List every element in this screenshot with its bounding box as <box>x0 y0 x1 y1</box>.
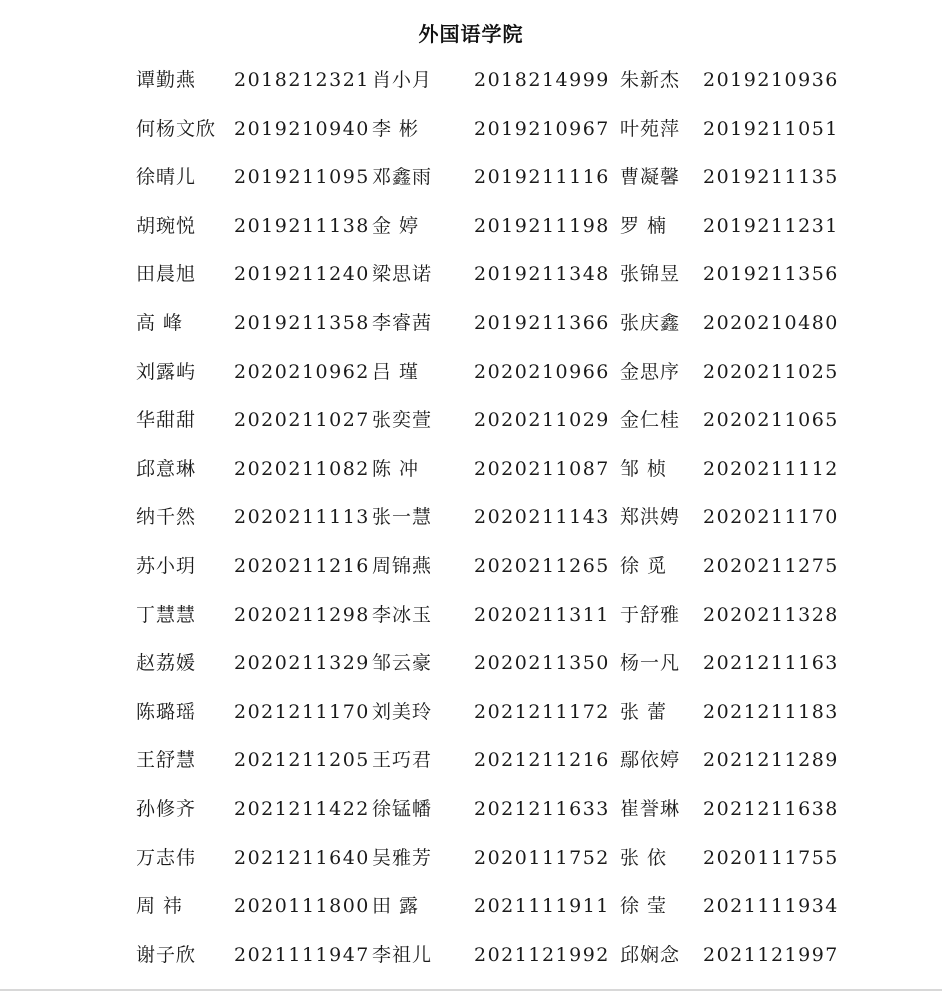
student-name: 周 祎 <box>136 895 184 918</box>
student-name: 谭勤燕 <box>136 69 197 91</box>
student-name: 李冰玉 <box>372 603 433 626</box>
student-id: 2021211172 <box>474 700 610 723</box>
roster-row <box>0 840 942 889</box>
student-id: 2019211138 <box>234 214 370 237</box>
student-name: 张奕萱 <box>372 409 433 432</box>
student-id: 2021211633 <box>474 797 610 820</box>
roster-row <box>0 354 942 403</box>
student-id: 2020211113 <box>234 506 370 529</box>
student-name: 刘美玲 <box>372 700 433 723</box>
roster-row <box>0 888 942 937</box>
student-name: 鄢依婷 <box>620 749 681 772</box>
student-id: 2020210966 <box>474 360 610 383</box>
student-id: 2021211170 <box>234 700 370 723</box>
student-name: 胡琬悦 <box>136 214 197 237</box>
student-name: 孙修齐 <box>136 797 197 820</box>
student-name: 李祖儿 <box>372 943 433 966</box>
student-name: 张庆鑫 <box>620 311 681 334</box>
student-name: 朱新杰 <box>620 69 681 91</box>
student-id: 2021211638 <box>703 797 839 820</box>
student-id: 2018214999 <box>474 69 610 91</box>
student-name: 邹 桢 <box>620 457 668 480</box>
student-id: 2020111800 <box>234 895 370 918</box>
student-id: 2020211216 <box>234 554 370 577</box>
student-name: 王巧君 <box>372 749 433 772</box>
student-id: 2021211163 <box>703 652 839 675</box>
student-name: 邓鑫雨 <box>372 166 433 189</box>
roster-row <box>0 208 942 257</box>
roster-row <box>0 62 942 111</box>
roster-row <box>0 305 942 354</box>
student-id: 2019211095 <box>234 166 370 189</box>
student-id: 2019210936 <box>703 69 839 91</box>
student-name: 徐晴儿 <box>136 166 197 189</box>
student-name: 田晨旭 <box>136 263 197 286</box>
roster-row <box>0 111 942 160</box>
roster-row <box>0 451 942 500</box>
roster-row <box>0 742 942 791</box>
student-name: 张 蕾 <box>620 700 668 723</box>
student-name: 张锦昱 <box>620 263 681 286</box>
student-id: 2021211289 <box>703 749 839 772</box>
student-id: 2020211311 <box>474 603 610 626</box>
student-id: 2021211205 <box>234 749 370 772</box>
student-id: 2020210962 <box>234 360 370 383</box>
student-name: 丁慧慧 <box>136 603 197 626</box>
student-id: 2020211170 <box>703 506 839 529</box>
student-name: 徐 觅 <box>620 554 668 577</box>
student-name: 陈璐瑶 <box>136 700 197 723</box>
roster-row <box>0 548 942 597</box>
student-id: 2020111752 <box>474 846 610 869</box>
student-id: 2021111911 <box>474 895 610 918</box>
roster-row <box>0 937 942 986</box>
student-id: 2020211329 <box>234 652 370 675</box>
student-name: 梁思诺 <box>372 263 433 286</box>
student-name: 李 彬 <box>372 117 420 140</box>
student-id: 2020211265 <box>474 554 610 577</box>
page-bottom-divider <box>0 989 942 991</box>
student-name: 于舒雅 <box>620 603 681 626</box>
roster-row <box>0 499 942 548</box>
student-name: 赵荔媛 <box>136 652 197 675</box>
student-id: 2020211143 <box>474 506 610 529</box>
student-name: 吕 瑾 <box>372 360 420 383</box>
student-name: 徐锰幡 <box>372 797 433 820</box>
student-name: 肖小月 <box>372 69 433 91</box>
student-name: 谢子欣 <box>136 943 197 966</box>
student-id: 2020211025 <box>703 360 839 383</box>
student-id: 2021211216 <box>474 749 610 772</box>
student-name: 叶苑萍 <box>620 117 681 140</box>
student-id: 2021111947 <box>234 943 370 966</box>
student-id: 2019211358 <box>234 311 370 334</box>
student-name: 金 婷 <box>372 214 420 237</box>
student-name: 何杨文欣 <box>136 117 217 140</box>
student-id: 2021211422 <box>234 797 370 820</box>
roster-row <box>0 694 942 743</box>
student-id: 2019210940 <box>234 117 370 140</box>
student-name: 王舒慧 <box>136 749 197 772</box>
student-id: 2019211356 <box>703 263 839 286</box>
student-name: 罗 楠 <box>620 214 668 237</box>
student-name: 金仁桂 <box>620 409 681 432</box>
student-id: 2019211198 <box>474 214 610 237</box>
student-id: 2020210480 <box>703 311 839 334</box>
student-name: 张 依 <box>620 846 668 869</box>
student-id: 2019211366 <box>474 311 610 334</box>
student-id: 2020211328 <box>703 603 839 626</box>
student-name: 邹云豪 <box>372 652 433 675</box>
student-id: 2019211231 <box>703 214 839 237</box>
student-name: 崔誉琳 <box>620 797 681 820</box>
student-id: 2019211116 <box>474 166 610 189</box>
student-id: 2020211027 <box>234 409 370 432</box>
student-id: 2019211135 <box>703 166 839 189</box>
student-name: 华甜甜 <box>136 409 197 432</box>
student-name: 陈 冲 <box>372 457 420 480</box>
student-name: 高 峰 <box>136 311 184 334</box>
student-name: 张一慧 <box>372 506 433 529</box>
student-name: 万志伟 <box>136 846 197 869</box>
student-roster <box>0 62 942 985</box>
student-id: 2020111755 <box>703 846 839 869</box>
page-title: 外国语学院 <box>418 22 524 46</box>
student-name: 金思序 <box>620 360 681 383</box>
student-id: 2021121997 <box>703 943 839 966</box>
student-name: 苏小玥 <box>136 554 197 577</box>
roster-row <box>0 645 942 694</box>
student-id: 2020211275 <box>703 554 839 577</box>
student-id: 2018212321 <box>234 69 370 91</box>
roster-row <box>0 791 942 840</box>
student-id: 2021121992 <box>474 943 610 966</box>
roster-row <box>0 597 942 646</box>
student-name: 刘露屿 <box>136 360 197 383</box>
student-name: 李睿茜 <box>372 311 433 334</box>
roster-row <box>0 159 942 208</box>
student-id: 2021111934 <box>703 895 839 918</box>
student-name: 曹凝馨 <box>620 166 681 189</box>
student-id: 2020211350 <box>474 652 610 675</box>
student-name: 周锦燕 <box>372 554 433 577</box>
roster-row <box>0 402 942 451</box>
student-id: 2020211298 <box>234 603 370 626</box>
student-id: 2020211065 <box>703 409 839 432</box>
student-id: 2020211082 <box>234 457 370 480</box>
student-id: 2021211640 <box>234 846 370 869</box>
student-name: 徐 莹 <box>620 895 668 918</box>
student-id: 2020211087 <box>474 457 610 480</box>
roster-row <box>0 256 942 305</box>
student-id: 2019211051 <box>703 117 839 140</box>
student-name: 吴雅芳 <box>372 846 433 869</box>
student-name: 邱娴念 <box>620 943 681 966</box>
student-name: 郑洪娉 <box>620 506 681 529</box>
student-id: 2021211183 <box>703 700 839 723</box>
student-id: 2020211029 <box>474 409 610 432</box>
student-id: 2019210967 <box>474 117 610 140</box>
student-name: 杨一凡 <box>620 652 681 675</box>
student-name: 邱意琳 <box>136 457 197 480</box>
student-id: 2020211112 <box>703 457 839 480</box>
student-name: 田 露 <box>372 895 420 918</box>
student-id: 2019211348 <box>474 263 610 286</box>
student-id: 2019211240 <box>234 263 370 286</box>
student-name: 纳千然 <box>136 506 197 529</box>
